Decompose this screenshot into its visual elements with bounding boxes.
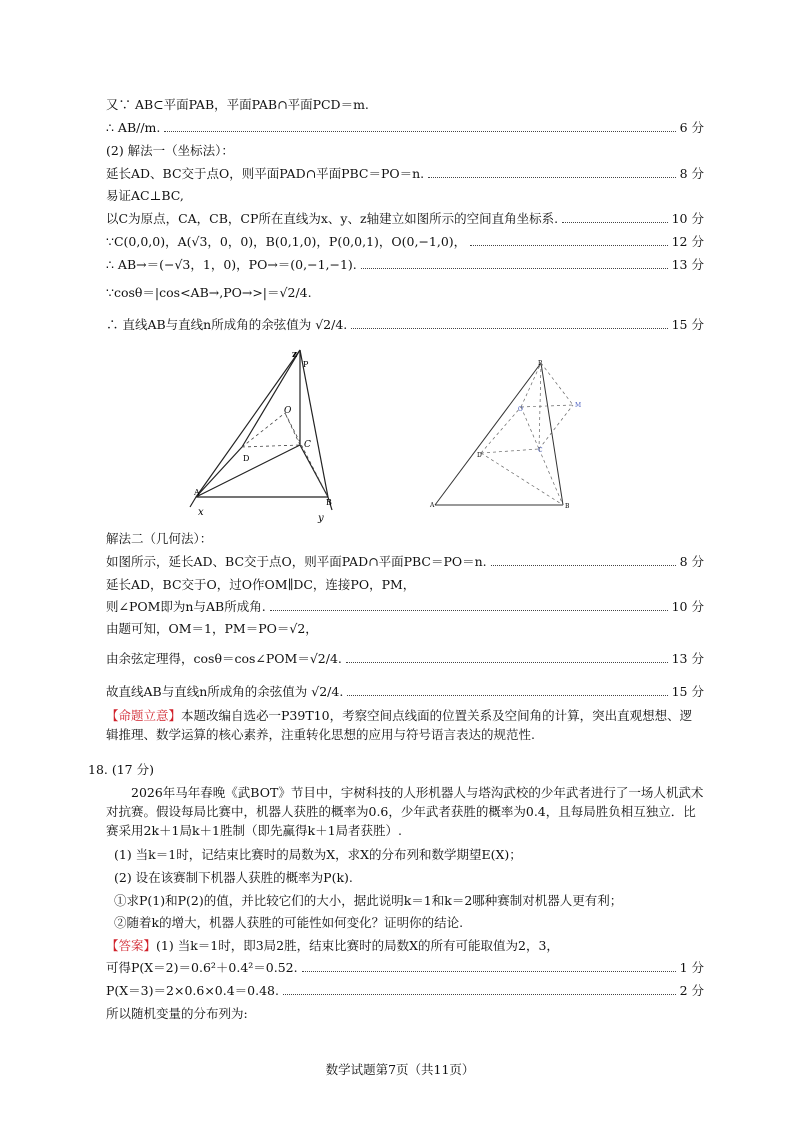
answer-label: 【答案】 — [106, 938, 157, 953]
intent-label: 【命题立意】 — [106, 708, 182, 723]
label-o: O — [284, 406, 292, 416]
q18-header: 18. (17 分) — [88, 762, 154, 777]
right-pyramid-figure — [425, 355, 595, 515]
text-line: 故直线AB与直线n所成角的余弦值为 √2/4. 15 分 — [106, 684, 704, 699]
q18-part-1: (1) 当k＝1时，记结束比赛时的局数为X，求X的分布列和数学期望E(X)； — [114, 847, 522, 862]
label-p: P — [538, 360, 543, 367]
label-d: D — [477, 452, 482, 459]
label-a: A — [430, 502, 435, 509]
text-line: 延长AD，BC交于O，过O作OM∥DC，连接PO，PM， — [106, 577, 416, 592]
text-line: 以C为原点，CA，CB，CP所在直线为x、y、z轴建立如图所示的空间直角坐标系. 10 分 — [106, 211, 704, 226]
label-p: P — [303, 360, 309, 369]
text-line: (2) 解法一（坐标法）： — [106, 143, 234, 158]
text-line: 由余弦定理得，cosθ＝cos∠POM＝√2/4. 13 分 — [106, 651, 704, 666]
label-z: z — [292, 350, 298, 360]
q18-part-2b: ②随着k的增大，机器人获胜的可能性如何变化？证明你的结论. — [114, 915, 464, 930]
label-y: y — [318, 513, 324, 524]
label-c: C — [538, 447, 543, 454]
text-line: 由题可知，OM＝1，PM＝PO＝√2， — [106, 621, 318, 636]
label-x: x — [198, 507, 204, 518]
q18-body: 2026年马年春晚《武BOT》节目中，宇树科技的人形机器人与塔沟武校的少年武者进行了一场人机武术对抗赛。假设每局比赛中，机器人获胜的概率为0.6，少年武者获胜的概率为0.4，且每局胜负相互独立．比赛采用2k＋1局k＋1胜制（即先赢得k＋1局者获胜）. — [106, 785, 704, 838]
text-line: 则∠POM即为n与AB所成角. 10 分 — [106, 599, 704, 614]
q18-part-2a: ①求P(1)和P(2)的值，并比较它们的大小，据此说明k＝1和k＝2哪种赛制对机器人更有利； — [114, 893, 623, 908]
page-footer: 数学试题第7页（共11页） — [325, 1062, 475, 1077]
label-m: M — [575, 402, 582, 409]
q18-part-2: (2) 设在该赛制下机器人获胜的概率为P(k). — [114, 870, 353, 885]
label-b: B — [565, 503, 570, 510]
left-pyramid-figure — [180, 345, 350, 525]
label-o: O — [518, 406, 523, 413]
label-a: A — [194, 488, 200, 497]
answer-last-line: 所以随机变量的分布列为: — [106, 1006, 248, 1021]
answer-line-1 — [106, 936, 704, 955]
text-line: P(X＝3)＝2×0.6×0.4＝0.48. 2 分 — [106, 983, 704, 998]
text-line: 如图所示，延长AD、BC交于点O，则平面PAD∩平面PBC＝PO＝n. 8 分 — [106, 554, 704, 569]
label-c: C — [304, 440, 311, 450]
answer-line-1-text: (1) 当k＝1时，即3局2胜，结束比赛时的局数X的所有可能取值为2，3， — [156, 938, 559, 953]
label-d: D — [243, 454, 250, 463]
text-line: 可得P(X＝2)＝0.6²＋0.4²＝0.52. 1 分 — [106, 960, 704, 975]
text-line: ∴ AB→＝(−√3，1，0)，PO→＝(0,−1,−1). 13 分 — [106, 257, 704, 272]
text-line: ∴ AB//m. 6 分 — [106, 120, 704, 135]
label-b: B — [326, 498, 332, 507]
text-line: ∵C(0,0,0)，A(√3，0，0)，B(0,1,0)，P(0,0,1)，O(0,−1,0)， 12 分 — [106, 234, 704, 249]
text-line: 又∵ AB⊂平面PAB，平面PAB∩平面PCD＝m. — [106, 97, 369, 112]
text-line: ∵cosθ＝|cos<AB→,PO→>|＝√2/4. — [106, 285, 312, 300]
text-line: 易证AC⊥BC, — [106, 188, 184, 203]
text-line: 解法二（几何法）： — [106, 531, 213, 546]
text-line: 延长AD、BC交于点O，则平面PAD∩平面PBC＝PO＝n. 8 分 — [106, 166, 704, 181]
intent-paragraph — [106, 706, 704, 744]
text-line: ∴ 直线AB与直线n所成角的余弦值为 √2/4. 15 分 — [106, 317, 704, 332]
intent-text: 本题改编自选必一P39T10，考察空间点线面的位置关系及空间角的计算，突出直观想想、逻辑推理、数学运算的核心素养，注重转化思想的应用与符号语言表达的规范性. — [106, 708, 693, 742]
